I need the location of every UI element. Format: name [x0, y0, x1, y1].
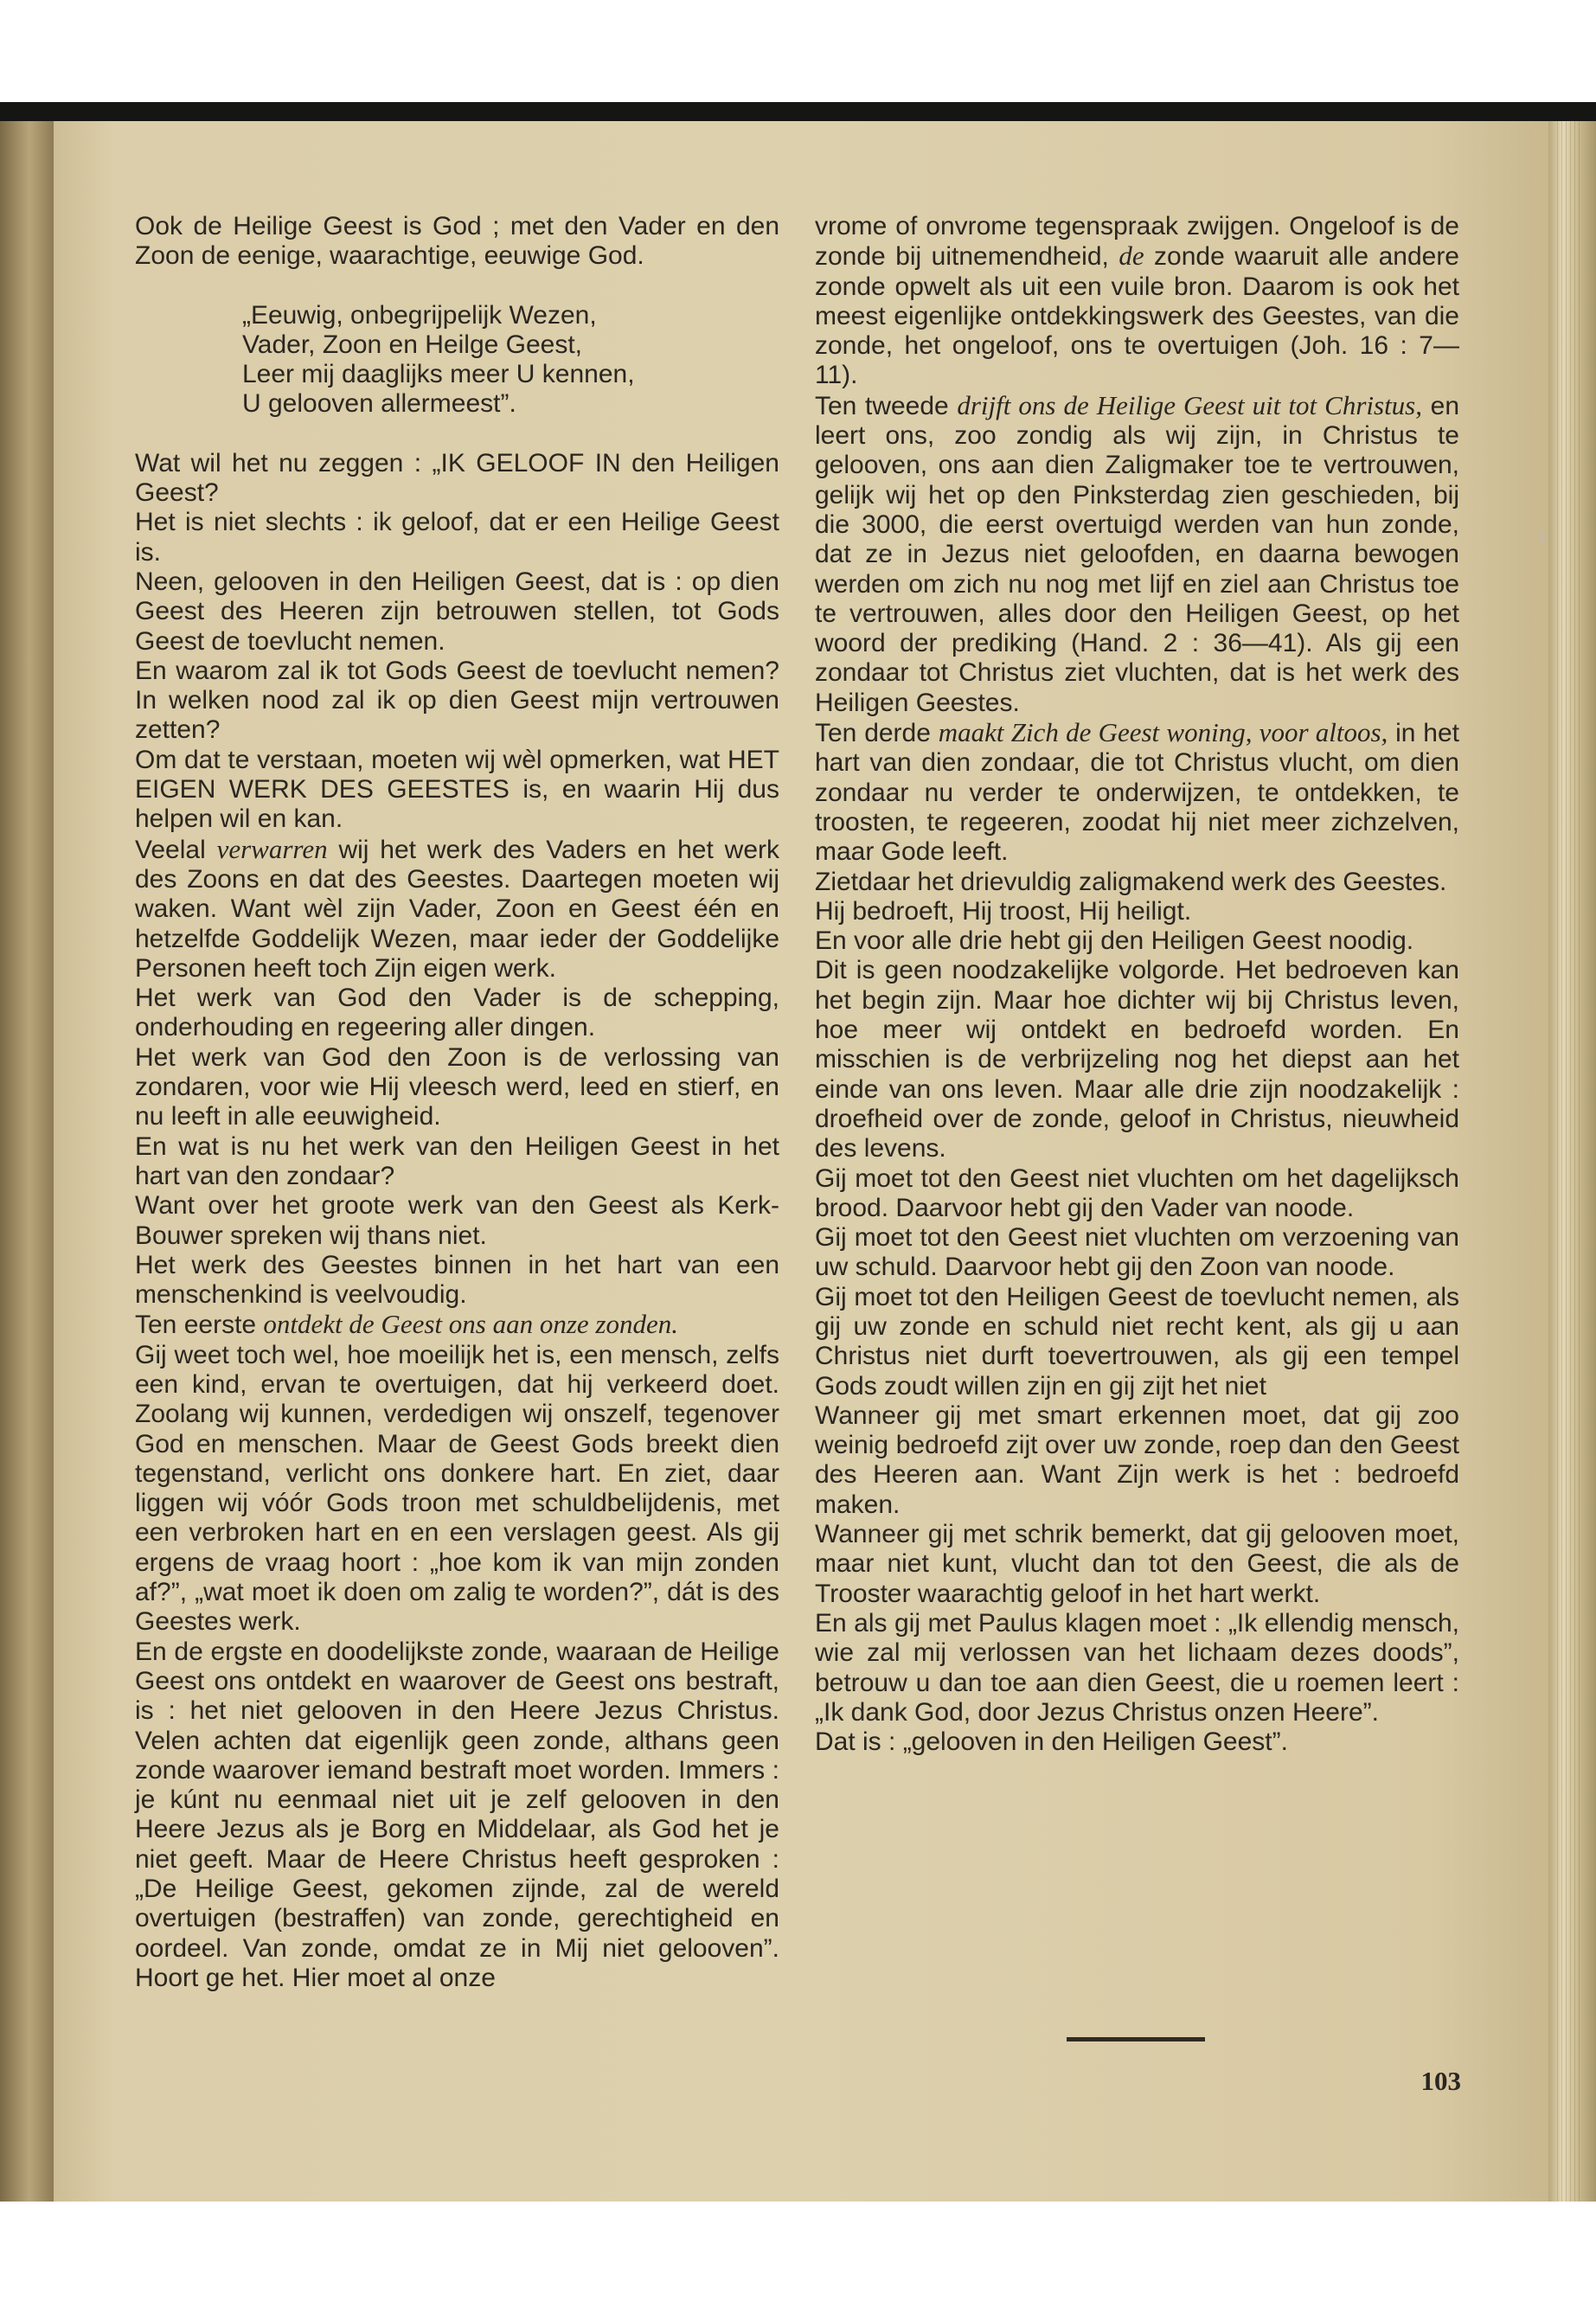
- paragraph: Neen, gelooven in den Heiligen Geest, dat is : op dien Geest des Heeren zijn betrouwen stellen, tot Gods Geest de toevlucht nemen.: [135, 567, 779, 656]
- italic-emphasis: ontdekt de Geest ons aan onze zonden.: [263, 1309, 678, 1340]
- binding-shadow-top: [0, 102, 1596, 121]
- text-run: en leert ons, zoo zondig als wij zijn, in Christus te gelooven, ons aan dien Zaligmaker toe te vertrouwen, gelijk wij het op den Pinksterdag zien geschieden, bij die 3000, die eerst overtuigd werden van hun zonde, dat ze in Jezus niet geloofden, en daarna bewogen werden om zich nu nog met lijf en ziel aan Christus toe te vertrouwen, alles door den Heiligen Geest, op het woord der prediking (Hand. 2 : 36—41). Als gij een zondaar tot Christus ziet vluchten, dat is het werk des Heiligen Geestes.: [815, 391, 1459, 717]
- text-run: Veelal: [135, 835, 217, 864]
- poem-line: U gelooven allermeest”.: [242, 389, 516, 419]
- paragraph: Want over het groote werk van den Geest als Kerk-Bouwer spreken wij thans niet.: [135, 1191, 779, 1250]
- paragraph: [815, 718, 1459, 867]
- right-column: [815, 212, 1459, 1757]
- paragraph: [815, 212, 1459, 391]
- poem-line: Leer mij daaglijks meer U kennen,: [242, 360, 635, 389]
- text-run: wij het werk des Vaders en het werk des Zoons en dat des Geestes. Daartegen moeten wij waken. Want wèl zijn Vader, Zoon en Geest één en hetzelfde Goddelijk Wezen, maar ieder der Goddelijke Personen heeft toch Zijn eigen werk.: [135, 835, 780, 983]
- scan-margin-bottom: [0, 2202, 1596, 2301]
- paragraph: Het werk van God den Vader is de schepping, onderhouding en regeering aller dingen.: [135, 984, 779, 1042]
- paragraph: Het werk des Geestes binnen in het hart van een menschenkind is veelvoudig.: [135, 1250, 779, 1310]
- text-run: zonde waaruit alle andere zonde opwelt als uit een vuile bron. Daarom is ook het meest eigenlijke ontdekkingswerk des Geestes, van die zonde, het ongeloof, ons te overtuigen (Joh. 16 : 7—11).: [815, 242, 1459, 390]
- paragraph: En als gij met Paulus klagen moet : „Ik ellendig mensch, wie zal mij verlossen van het lichaam dezes doods”, betrouw u dan toe aan dien Geest, die u roemen leert : „Ik dank God, door Jezus Christus onzen Heere”.: [815, 1608, 1459, 1727]
- text-run: vrome of onvrome tegenspraak zwijgen. Ongeloof is de zonde bij uitnemendheid,: [815, 212, 1459, 272]
- text-run: Ten eerste: [135, 1311, 264, 1340]
- poem-line: Vader, Zoon en Heilge Geest,: [242, 330, 583, 359]
- paragraph: Gij moet tot den Heiligen Geest de toevlucht nemen, als gij uw zonde en schuld niet recht kent, als gij u aan Christus niet durft toevertrouwen, als gij een tempel Gods zoudt willen zijn en gij zijt het niet: [815, 1282, 1459, 1400]
- paragraph: En voor alle drie hebt gij den Heiligen Geest noodig.: [815, 926, 1414, 956]
- page-edge-lines: [1557, 121, 1583, 2202]
- paragraph: Zietdaar het drievuldig zaligmakend werk des Geestes.: [815, 867, 1447, 896]
- text-run: Ten derde: [815, 719, 939, 748]
- paragraph: [815, 391, 1459, 718]
- page-number: 103: [1420, 2066, 1461, 2096]
- paragraph: Gij moet tot den Geest niet vluchten om het dagelijksch brood. Daarvoor hebt gij den Vader van noode.: [815, 1163, 1459, 1222]
- paragraph: Wanneer gij met smart erkennen moet, dat gij zoo weinig bedroefd zijt over uw zonde, roep dan den Geest des Heeren aan. Want Zijn werk is het : bedroefd maken.: [815, 1400, 1459, 1519]
- page-spot: [1539, 531, 1546, 543]
- paragraph: En wat is nu het werk van den Heiligen Geest in het hart van den zondaar?: [135, 1131, 779, 1190]
- paragraph: Dit is geen noodzakelijke volgorde. Het bedroeven kan het begin zijn. Maar hoe dichter wij bij Christus leven, hoe meer wij ontdekt en bedroefd worden. En misschien is de verbrijzeling nog het diepst aan het einde van ons leven. Maar alle drie zijn noodzakelijk : droefheid over de zonde, geloof in Christus, nieuwheid des levens.: [815, 956, 1459, 1163]
- paragraph: [135, 835, 779, 984]
- italic-emphasis: drijft ons de Heilige Geest uit tot Christus,: [957, 389, 1423, 420]
- paragraph: En de ergste en doodelijkste zonde, waaraan de Heilige Geest ons ontdekt en waarover de Geest ons bestraft, is : het niet gelooven in den Heere Jezus Christus. Velen achten dat eigenlijk geen zonde, althans geen zonde waarover iemand bestraft moet worden. Immers : je kúnt nu eenmaal niet uit je zelf gelooven in den Heere Jezus als je Borg en Middelaar, als God het je niet geeft. Maar de Heere Christus heeft gesproken : „De Heilige Geest, gekomen zijnde, zal de wereld overtuigen (bestraffen) van zonde, gerechtigheid en oordeel. Van zonde, omdat ze in Mij niet gelooven”. Hoort ge het. Hier moet al onze: [135, 1637, 779, 1992]
- scan-margin-top: [0, 0, 1596, 102]
- paragraph: Wat wil het nu zeggen : „IK GELOOF IN den Heiligen Geest?: [135, 448, 779, 508]
- text-run: in het hart van dien zondaar, die tot Christus vlucht, om dien zondaar nu verder te onderwijzen, te ontdekken, te troosten, te regeeren, zoodat hij niet meer zichzelven, maar Gode leeft.: [815, 719, 1459, 867]
- paragraph: Gij weet toch wel, hoe moeilijk het is, een mensch, zelfs een kind, ervan te overtuigen, dat hij verkeerd doet. Zoolang wij kunnen, verdedigen wij onszelf, tegenover God en menschen. Maar de Geest Gods breekt dien tegenstand, verlicht ons donkere hart. En ziet, daar liggen wij vóór Gods troon met schuldbelijdenis, met een verbroken hart en en een verslagen geest. Als gij ergens de vraag hoort : „hoe kom ik van mijn zonden af?”, „wat moet ik doen om zalig te worden?”, dát is des Geestes werk.: [135, 1340, 779, 1637]
- paragraph: En waarom zal ik tot Gods Geest de toevlucht nemen? In welken nood zal ik op dien Geest mijn vertrouwen zetten?: [135, 656, 779, 745]
- italic-emphasis: verwarren: [216, 833, 328, 864]
- section-end-rule: [1067, 2037, 1205, 2041]
- paragraph: Het werk van God den Zoon is de verlossing van zondaren, voor wie Hij vleesch werd, leed en stierf, en nu leeft in alle eeuwigheid.: [135, 1042, 779, 1131]
- left-column: [135, 212, 779, 1993]
- paragraph: Om dat te verstaan, moeten wij wèl opmerken, wat HET EIGEN WERK DES GEESTES is, en waarin Hij dus helpen wil en kan.: [135, 745, 779, 834]
- poem-line: „Eeuwig, onbegrijpelijk Wezen,: [242, 300, 597, 330]
- paragraph: Wanneer gij met schrik bemerkt, dat gij gelooven moet, maar niet kunt, vlucht dan tot den Geest, die als de Trooster waarachtig geloof in het hart werkt.: [815, 1520, 1459, 1608]
- paragraph: Het is niet slechts : ik geloof, dat er een Heilige Geest is.: [135, 508, 779, 567]
- poem-stanza: [242, 301, 779, 420]
- text-run: Ten tweede: [815, 391, 958, 420]
- book-spine-edge: [0, 121, 54, 2202]
- paragraph: [135, 1310, 779, 1340]
- paragraph: Gij moet tot den Geest niet vluchten om verzoening van uw schuld. Daarvoor hebt gij den Zoon van noode.: [815, 1223, 1459, 1282]
- paragraph: Dat is : „gelooven in den Heiligen Geest”.: [815, 1727, 1288, 1757]
- italic-emphasis: de: [1118, 240, 1144, 272]
- paragraph: Ook de Heilige Geest is God ; met den Vader en den Zoon de eenige, waarachtige, eeuwige God.: [135, 212, 779, 271]
- italic-emphasis: maakt Zich de Geest woning, voor altoos,: [938, 717, 1388, 748]
- paragraph: Hij bedroeft, Hij troost, Hij heiligt.: [815, 896, 1192, 926]
